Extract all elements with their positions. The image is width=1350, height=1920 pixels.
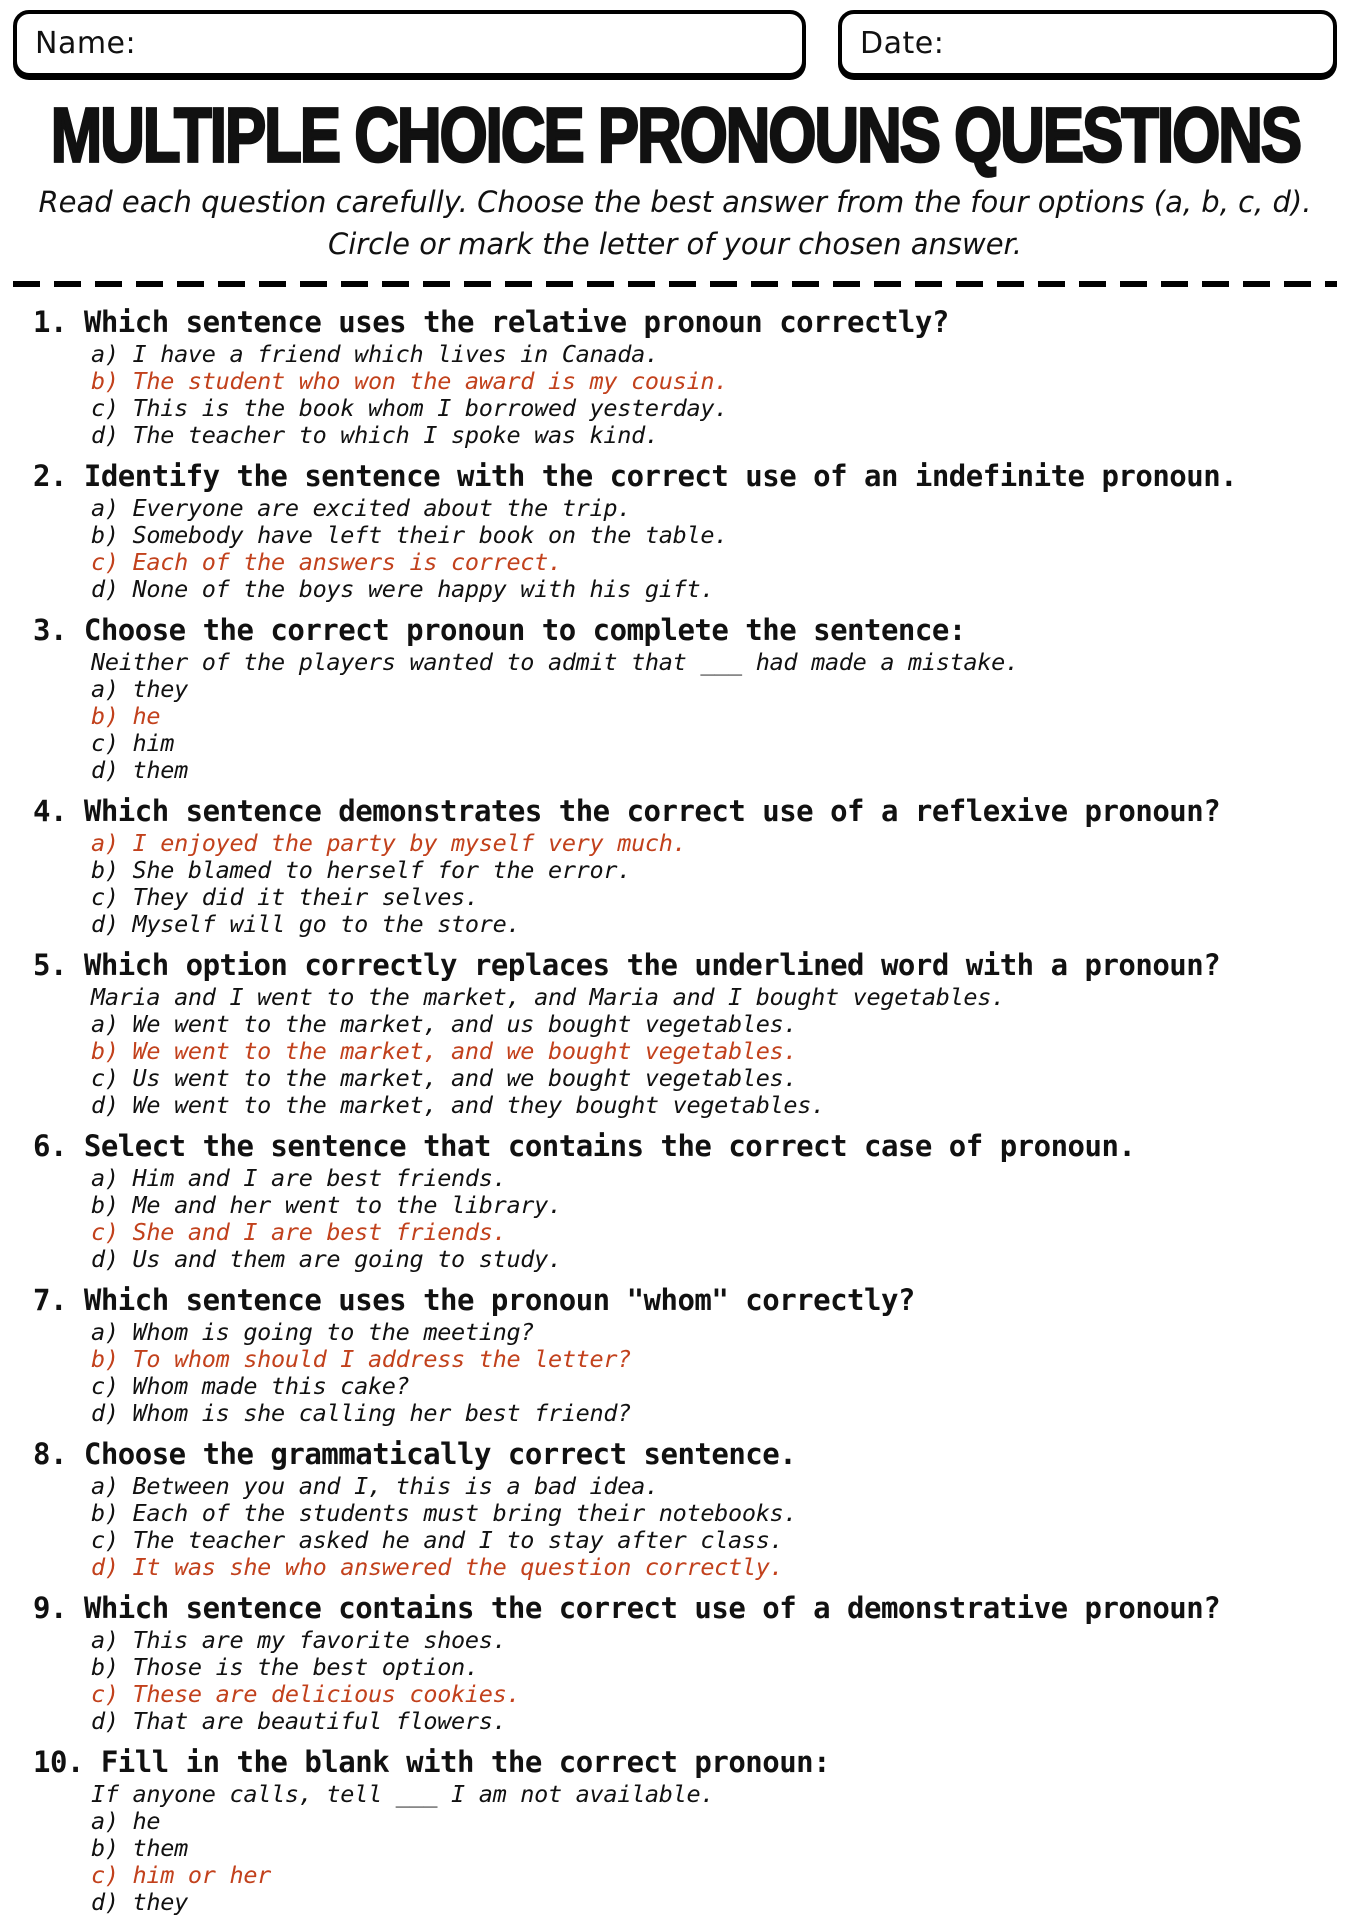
question-6-option-c-correct[interactable]: c) She and I are best friends.	[91, 1218, 507, 1246]
worksheet-title: MULTIPLE CHOICE PRONOUNS QUESTIONS	[50, 93, 1300, 179]
question-3-option-b-correct[interactable]: b) he	[91, 702, 161, 730]
question-8	[13, 1435, 1337, 1581]
question-8-prompt: 8. Choose the grammatically correct sentence.	[33, 1437, 797, 1471]
question-1-option-c[interactable]: c) This is the book whom I borrowed yesterday.	[91, 394, 729, 422]
date-label: Date:	[860, 26, 945, 61]
question-3	[13, 611, 1337, 784]
question-4	[13, 792, 1337, 938]
question-7-option-c[interactable]: c) Whom made this cake?	[91, 1372, 410, 1400]
question-9-prompt: 9. Which sentence contains the correct use of a demonstrative pronoun?	[33, 1591, 1221, 1625]
question-7	[13, 1281, 1337, 1427]
question-4-option-b[interactable]: b) She blamed to herself for the error.	[91, 856, 632, 884]
question-7-option-b-correct[interactable]: b) To whom should I address the letter?	[91, 1345, 632, 1373]
question-2-option-c-correct[interactable]: c) Each of the answers is correct.	[91, 548, 562, 576]
question-9-option-d[interactable]: d) That are beautiful flowers.	[91, 1707, 507, 1735]
question-7-option-d[interactable]: d) Whom is she calling her best friend?	[91, 1399, 632, 1427]
question-4-option-a-correct[interactable]: a) I enjoyed the party by myself very much.	[91, 829, 687, 857]
name-field-box	[13, 10, 806, 77]
question-8-option-b[interactable]: b) Each of the students must bring their notebooks.	[91, 1499, 798, 1527]
question-6-option-b[interactable]: b) Me and her went to the library.	[91, 1191, 562, 1219]
instructions-line-1: Read each question carefully. Choose the best answer from the four options (a, b, c, d).	[38, 185, 1312, 219]
question-3-option-c[interactable]: c) him	[91, 729, 175, 757]
question-10-option-c-correct[interactable]: c) him or her	[91, 1861, 272, 1889]
question-10	[13, 1743, 1337, 1916]
question-1	[13, 303, 1337, 449]
question-10-option-b[interactable]: b) them	[91, 1834, 188, 1862]
question-1-option-b-correct[interactable]: b) The student who won the award is my cousin.	[91, 367, 729, 395]
question-1-prompt: 1. Which sentence uses the relative pronoun correctly?	[33, 305, 949, 339]
question-5-option-c[interactable]: c) Us went to the market, and we bought vegetables.	[91, 1064, 798, 1092]
header-row	[13, 10, 1337, 77]
question-8-option-c[interactable]: c) The teacher asked he and I to stay after class.	[91, 1526, 784, 1554]
question-9	[13, 1589, 1337, 1735]
question-5-prompt: 5. Which option correctly replaces the underlined word with a pronoun?	[33, 948, 1221, 982]
question-6-option-d[interactable]: d) Us and them are going to study.	[91, 1245, 562, 1273]
name-input-area[interactable]	[136, 14, 802, 73]
question-4-option-d[interactable]: d) Myself will go to the store.	[91, 910, 521, 938]
question-6-prompt: 6. Select the sentence that contains the correct case of pronoun.	[33, 1129, 1136, 1163]
question-2-option-a[interactable]: a) Everyone are excited about the trip.	[91, 494, 632, 522]
instructions-line-2: Circle or mark the letter of your chosen answer.	[327, 227, 1023, 261]
question-7-prompt: 7. Which sentence uses the pronoun "whom" correctly?	[33, 1283, 915, 1317]
question-5-option-d[interactable]: d) We went to the market, and they bought vegetables.	[91, 1091, 825, 1119]
question-10-stem: If anyone calls, tell ___ I am not available.	[91, 1780, 715, 1808]
question-9-option-c-correct[interactable]: c) These are delicious cookies.	[91, 1680, 521, 1708]
question-1-option-d[interactable]: d) The teacher to which I spoke was kind.	[91, 421, 659, 449]
question-2-option-d[interactable]: d) None of the boys were happy with his gift.	[91, 575, 715, 603]
question-7-option-a[interactable]: a) Whom is going to the meeting?	[91, 1318, 535, 1346]
name-label: Name:	[35, 26, 137, 61]
question-4-option-c[interactable]: c) They did it their selves.	[91, 883, 479, 911]
dashed-divider	[13, 281, 1337, 287]
question-2	[13, 457, 1337, 603]
question-1-option-a[interactable]: a) I have a friend which lives in Canada.	[91, 340, 659, 368]
question-9-option-b[interactable]: b) Those is the best option.	[91, 1653, 479, 1681]
question-9-option-a[interactable]: a) This are my favorite shoes.	[91, 1626, 507, 1654]
question-5-option-b-correct[interactable]: b) We went to the market, and we bought vegetables.	[91, 1037, 798, 1065]
question-2-prompt: 2. Identify the sentence with the correct use of an indefinite pronoun.	[33, 459, 1238, 493]
question-6	[13, 1127, 1337, 1273]
question-10-option-a[interactable]: a) he	[91, 1807, 161, 1835]
question-8-option-d-correct[interactable]: d) It was she who answered the question correctly.	[91, 1553, 784, 1581]
question-5	[13, 946, 1337, 1119]
questions-list	[13, 303, 1337, 1916]
question-5-option-a[interactable]: a) We went to the market, and us bought vegetables.	[91, 1010, 798, 1038]
worksheet-title-wrap	[13, 93, 1337, 179]
question-8-option-a[interactable]: a) Between you and I, this is a bad idea.	[91, 1472, 659, 1500]
question-5-stem: Maria and I went to the market, and Maria and I bought vegetables.	[91, 983, 1005, 1011]
question-6-option-a[interactable]: a) Him and I are best friends.	[91, 1164, 507, 1192]
question-4-prompt: 4. Which sentence demonstrates the correct use of a reflexive pronoun?	[33, 794, 1221, 828]
date-field-box	[838, 10, 1337, 77]
question-3-option-d[interactable]: d) them	[91, 756, 188, 784]
question-3-prompt: 3. Choose the correct pronoun to complete the sentence:	[33, 613, 966, 647]
question-3-stem: Neither of the players wanted to admit that ___ had made a mistake.	[91, 648, 1019, 676]
question-10-prompt: 10. Fill in the blank with the correct pronoun:	[33, 1745, 831, 1779]
instructions	[13, 181, 1337, 265]
question-2-option-b[interactable]: b) Somebody have left their book on the table.	[91, 521, 729, 549]
date-input-area[interactable]	[944, 14, 1333, 73]
question-3-option-a[interactable]: a) they	[91, 675, 188, 703]
question-10-option-d[interactable]: d) they	[91, 1888, 188, 1916]
